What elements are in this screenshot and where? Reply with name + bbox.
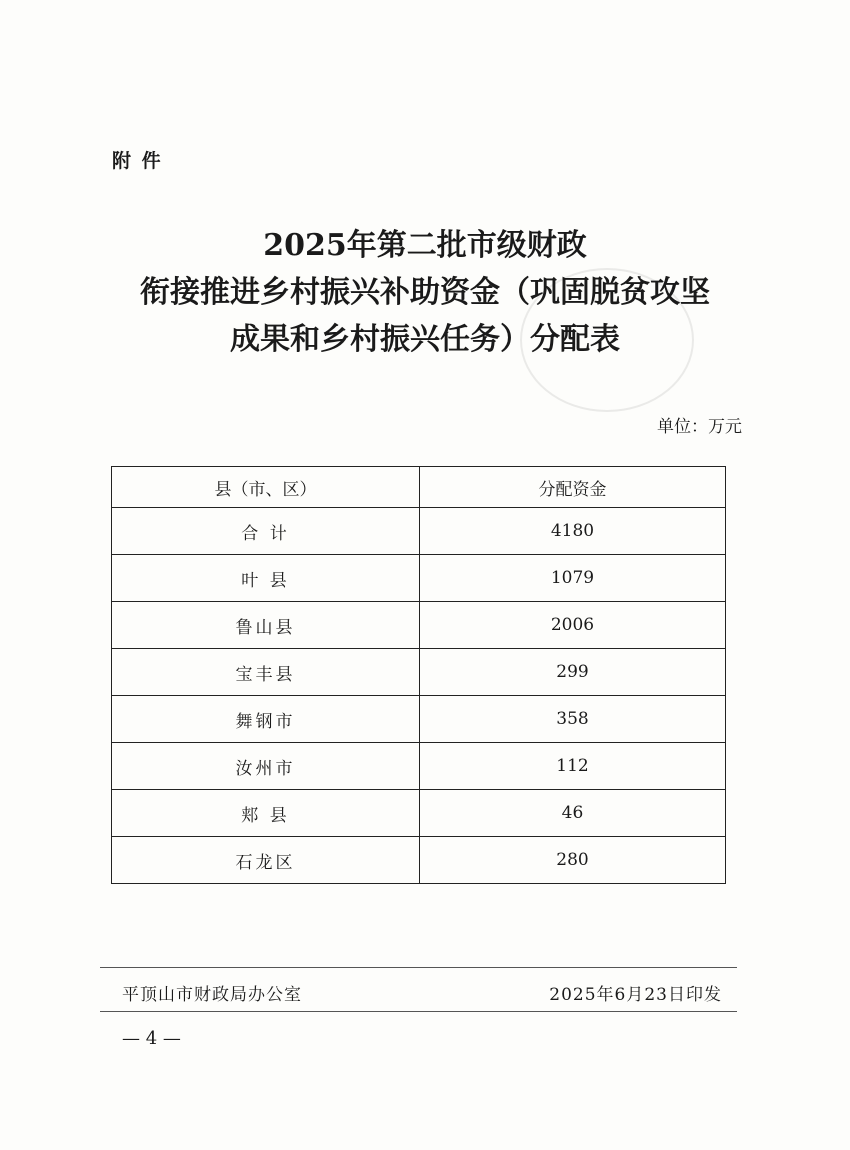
row-county: 舞钢市 <box>112 696 420 743</box>
title-line-3: 成果和乡村振兴任务）分配表 <box>230 322 620 357</box>
row-funds: 1079 <box>420 555 726 602</box>
header-county: 县（市、区） <box>112 467 420 508</box>
row-funds: 46 <box>420 790 726 837</box>
row-county: 石龙区 <box>112 837 420 884</box>
row-funds: 112 <box>420 743 726 790</box>
footer-date: 2025年6月23日印发 <box>549 985 722 1005</box>
row-county: 合 计 <box>112 508 420 555</box>
allocation-table <box>111 466 726 884</box>
row-funds: 2006 <box>420 602 726 649</box>
page-number: — 4 — <box>122 1028 181 1049</box>
row-county: 汝州市 <box>112 743 420 790</box>
table-row <box>112 602 726 649</box>
table-row <box>112 790 726 837</box>
row-funds: 358 <box>420 696 726 743</box>
title-line-1: 2025年第二批市级财政 <box>263 228 587 263</box>
unit-label: 单位：万元 <box>657 417 742 437</box>
table-row <box>112 743 726 790</box>
table-header-row <box>112 467 726 508</box>
footer-bottom-rule <box>100 1011 737 1012</box>
table-row <box>112 508 726 555</box>
footer-top-rule <box>100 967 737 968</box>
row-county: 叶 县 <box>112 555 420 602</box>
row-county: 鲁山县 <box>112 602 420 649</box>
table-row <box>112 696 726 743</box>
document-title <box>60 222 790 363</box>
header-funds: 分配资金 <box>420 467 726 508</box>
attachment-label: 附 件 <box>112 150 163 172</box>
row-funds: 4180 <box>420 508 726 555</box>
table-row <box>112 837 726 884</box>
table-row <box>112 649 726 696</box>
row-funds: 299 <box>420 649 726 696</box>
table-row <box>112 555 726 602</box>
row-county: 宝丰县 <box>112 649 420 696</box>
row-county: 郏 县 <box>112 790 420 837</box>
title-line-2: 衔接推进乡村振兴补助资金（巩固脱贫攻坚 <box>140 275 710 310</box>
footer-issuer: 平顶山市财政局办公室 <box>122 985 302 1005</box>
row-funds: 280 <box>420 837 726 884</box>
